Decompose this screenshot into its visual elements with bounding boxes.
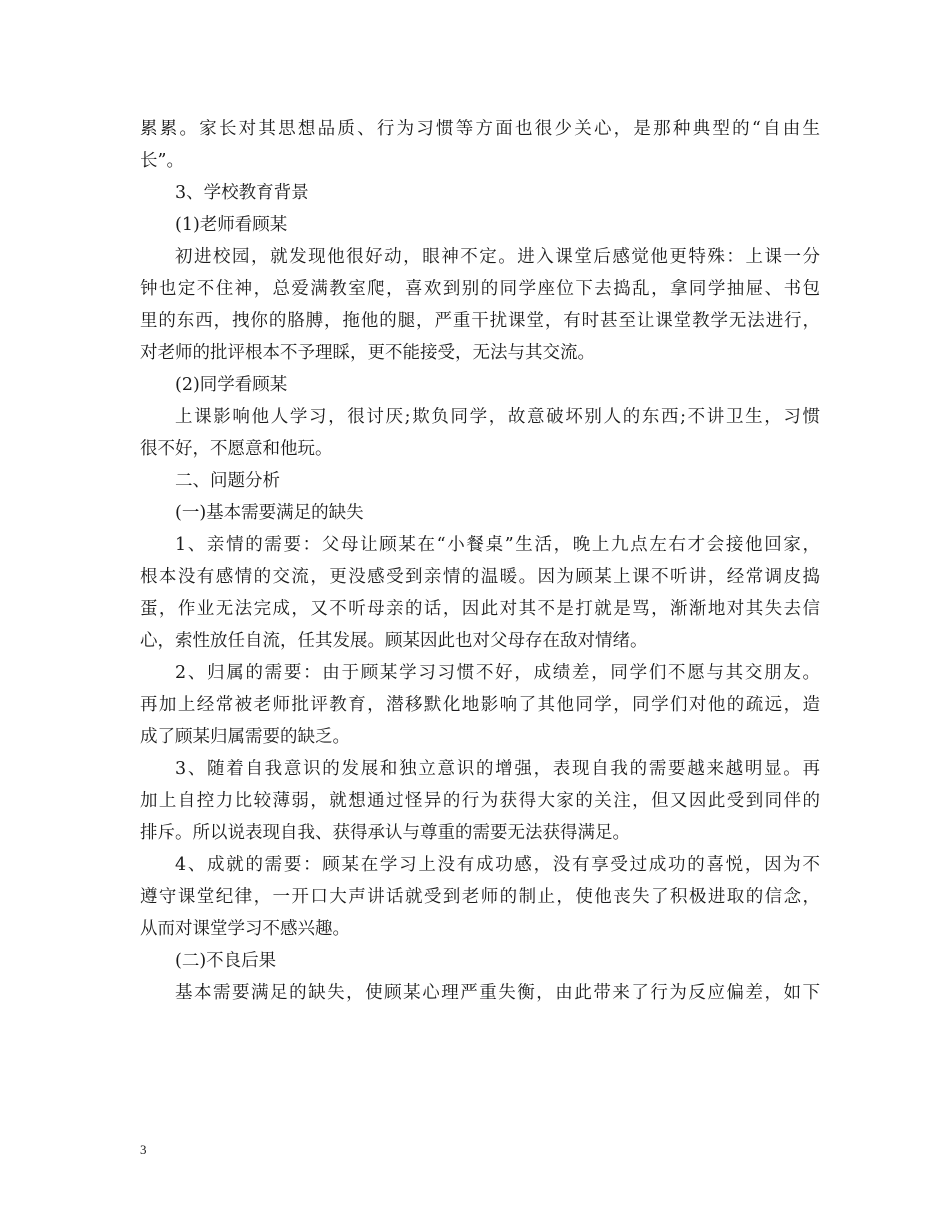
text-line: 二、问题分析	[175, 471, 280, 491]
document-body	[140, 113, 820, 1009]
text-line: 排斥。所以说表现自我、获得承认与尊重的需要无法获得满足。	[140, 823, 630, 843]
text-line: 对老师的批评根本不予理睬，更不能接受，无法与其交流。	[140, 343, 595, 363]
text-line: 很不好，不愿意和他玩。	[140, 439, 333, 459]
text-line: (二)不良后果	[175, 951, 277, 971]
text-line: 2、归属的需要：由于顾某学习习惯不好，成绩差，同学们不愿与其交朋友。	[175, 663, 820, 683]
text-line: 长”。	[140, 151, 184, 171]
text-line: 基本需要满足的缺失，使顾某心理严重失衡，由此带来了行为反应偏差，如下	[175, 983, 820, 1003]
text-line: 上课影响他人学习，很讨厌;欺负同学，故意破坏别人的东西;不讲卫生，习惯	[175, 407, 820, 427]
text-line: 心，索性放任自流，任其发展。顾某因此也对父母存在敌对情绪。	[140, 631, 648, 651]
text-line: 再加上经常被老师批评教育，潜移默化地影响了其他同学，同学们对他的疏远，造	[140, 695, 820, 715]
text-line: 3、随着自我意识的发展和独立意识的增强，表现自我的需要越来越明显。再	[175, 759, 820, 779]
text-line: 初进校园，就发现他很好动，眼神不定。进入课堂后感觉他更特殊：上课一分	[175, 247, 820, 267]
text-line: 加上自控力比较薄弱，就想通过怪异的行为获得大家的关注，但又因此受到同伴的	[140, 791, 820, 811]
text-line: (1)老师看顾某	[175, 215, 288, 235]
page-number: 3	[140, 1142, 147, 1157]
text-line: 3、学校教育背景	[175, 183, 309, 203]
text-line: (2)同学看顾某	[175, 375, 288, 395]
text-line: 累累。家长对其思想品质、行为习惯等方面也很少关心，是那种典型的“自由生	[140, 119, 820, 139]
text-line: 成了顾某归属需要的缺乏。	[140, 727, 350, 747]
text-line: 1、亲情的需要：父母让顾某在“小餐桌”生活，晚上九点左右才会接他回家，	[175, 535, 820, 555]
text-line: 钟也定不住神，总爱满教室爬，喜欢到别的同学座位下去捣乱，拿同学抽屉、书包	[140, 279, 820, 299]
text-line: 遵守课堂纪律，一开口大声讲话就受到老师的制止，使他丧失了积极进取的信念，	[140, 887, 820, 907]
text-line: (一)基本需要满足的缺失	[175, 503, 364, 523]
text-line: 里的东西，拽你的胳膊，拖他的腿，严重干扰课堂，有时甚至让课堂教学无法进行，	[140, 311, 820, 331]
text-line: 从而对课堂学习不感兴趣。	[140, 919, 350, 939]
text-line: 蛋，作业无法完成，又不听母亲的话，因此对其不是打就是骂，渐渐地对其失去信	[140, 599, 820, 619]
text-line: 根本没有感情的交流，更没感受到亲情的温暖。因为顾某上课不听讲，经常调皮捣	[140, 567, 820, 587]
text-line: 4、成就的需要：顾某在学习上没有成功感，没有享受过成功的喜悦，因为不	[175, 855, 820, 875]
